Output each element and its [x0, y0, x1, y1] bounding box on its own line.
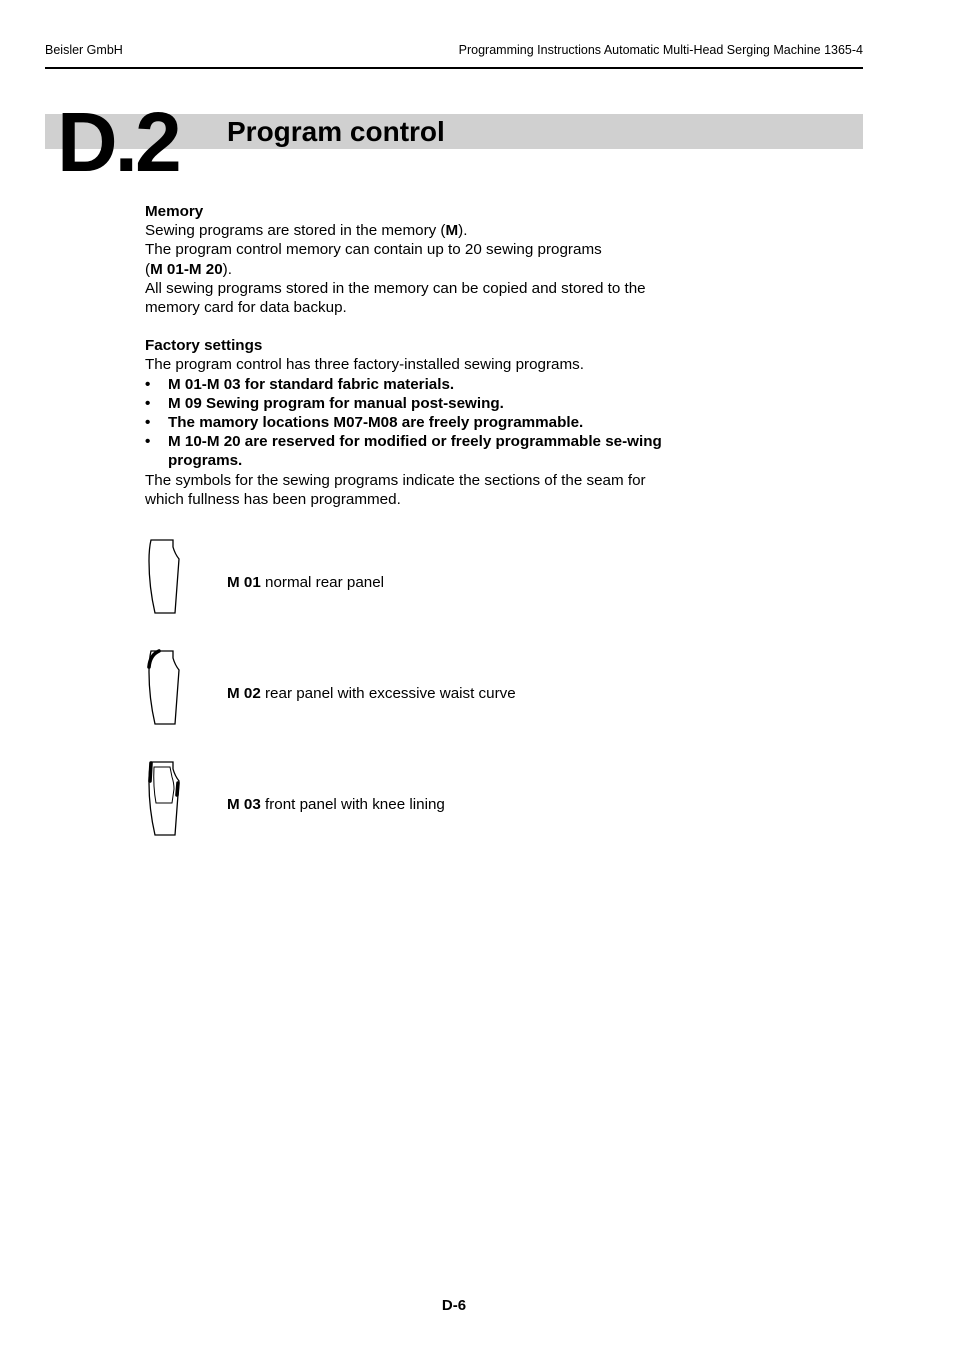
factory-bullet-list [145, 375, 665, 471]
memory-line-1: Sewing programs are stored in the memory (M). [145, 222, 468, 240]
header-rule [45, 67, 863, 69]
chapter-title: Program control [227, 116, 445, 147]
front-panel-knee-lining-icon [140, 759, 190, 839]
memory-line-3: (M 01-M 20). [145, 260, 232, 278]
chapter-number: D.2 [57, 95, 179, 189]
program-row-m02 [140, 648, 660, 728]
program-label: M 03 front panel with knee lining [227, 796, 445, 813]
memory-heading: Memory [145, 203, 204, 220]
header-company: Beisler GmbH [45, 43, 123, 57]
factory-bullet: • M 09 Sewing program for manual post-sewing. [145, 394, 665, 413]
program-label: M 02 rear panel with excessive waist curve [227, 685, 516, 702]
program-row-m03 [140, 759, 660, 839]
factory-bullet: • The mamory locations M07-M08 are freely programmable. [145, 413, 665, 432]
factory-heading: Factory settings [145, 337, 263, 355]
program-label: M 01 normal rear panel [227, 574, 385, 591]
memory-line-4: All sewing programs stored in the memory can be copied and stored to the memory card for data backup. [145, 279, 646, 317]
factory-intro: The program control has three factory-installed sewing programs. [145, 356, 584, 374]
rear-panel-icon [140, 537, 190, 617]
memory-line-2: The program control memory can contain up to 20 sewing programs [145, 241, 602, 259]
page-number: D-6 [441, 1297, 467, 1314]
body-text [145, 202, 665, 509]
factory-outro: The symbols for the sewing programs indicate the sections of the seam for which fullness has been programmed. [145, 471, 646, 508]
header-document-title: Programming Instructions Automatic Multi-Head Serging Machine 1365-4 [458, 43, 863, 57]
rear-panel-waist-curve-icon [140, 648, 190, 728]
factory-bullet: • M 10-M 20 are reserved for modified or freely programmable se-wing programs. [145, 432, 665, 470]
factory-bullet: • M 01-M 03 for standard fabric materials. [145, 375, 665, 394]
program-row-m01 [140, 537, 660, 617]
